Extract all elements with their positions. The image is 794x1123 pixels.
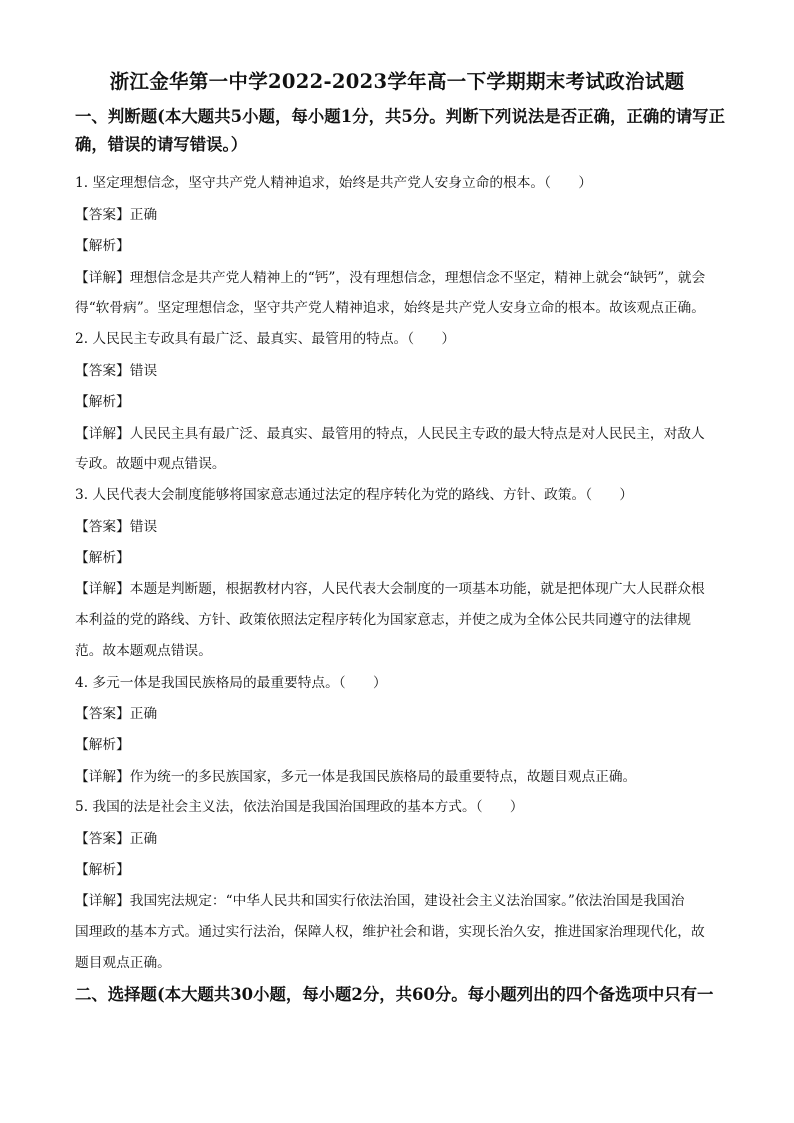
question-1-detail-line-1 xyxy=(75,266,705,286)
answer-value: 错误 xyxy=(129,519,158,535)
detail-label: 【详解】 xyxy=(75,270,130,286)
answer-value: 正确 xyxy=(129,706,158,722)
question-5-stem: 5. 我国的法是社会主义法，依法治国是我国治国理政的基本方式。（ ） xyxy=(75,799,524,815)
detail-text: 本题是判断题，根据教材内容，人民代表大会制度的一项基本功能，就是把体现广大人民群众根 xyxy=(129,581,705,597)
question-2-stem: 2. 人民民主专政具有最广泛、最真实、最管用的特点。（ ） xyxy=(75,331,456,347)
question-1-analysis-label: 【解析】 xyxy=(75,238,130,254)
question-4-stem: 4. 多元一体是我国民族格局的最重要特点。（ ） xyxy=(75,675,387,691)
answer-label: 【答案】 xyxy=(75,363,130,379)
question-5-answer xyxy=(75,827,157,847)
question-5-detail-line-1 xyxy=(75,889,684,909)
detail-label: 【详解】 xyxy=(75,581,130,597)
question-1-answer xyxy=(75,203,157,223)
question-1-stem: 1. 坚定理想信念，坚守共产党人精神追求，始终是共产党人安身立命的根本。（ ） xyxy=(75,175,593,191)
question-5-detail-line-2: 国理政的基本方式。通过实行法治，保障人权，维护社会和谐，实现长治久安，推进国家治理现代化，故 xyxy=(75,924,705,940)
question-4-answer xyxy=(75,702,157,722)
detail-text: 我国宪法规定：“中华人民共和国实行依法治国，建设社会主义法治国家。”依法治国是我国治 xyxy=(129,893,685,909)
question-3-detail-line-2: 本利益的党的路线、方针、政策依照法定程序转化为国家意志，并使之成为全体公民共同遵守的法律规 xyxy=(75,612,691,628)
question-2-detail-line-1 xyxy=(75,422,705,442)
answer-label: 【答案】 xyxy=(75,519,130,535)
detail-label: 【详解】 xyxy=(75,769,130,785)
detail-text: 理想信念是共产党人精神上的“钙”，没有理想信念，理想信念不坚定，精神上就会“缺钙”，就会 xyxy=(129,270,706,286)
section-2-heading: 二、选择题(本大题共30小题，每小题2分，共60分。每小题列出的四个备选项中只有一 xyxy=(75,985,714,1004)
answer-value: 正确 xyxy=(129,831,158,847)
answer-value: 正确 xyxy=(129,207,158,223)
question-3-answer xyxy=(75,515,157,535)
question-2-analysis-label: 【解析】 xyxy=(75,394,130,410)
question-5-detail-line-3: 题目观点正确。 xyxy=(75,955,171,971)
question-3-detail-line-1 xyxy=(75,577,705,597)
answer-label: 【答案】 xyxy=(75,831,130,847)
detail-text: 作为统一的多民族国家，多元一体是我国民族格局的最重要特点，故题目观点正确。 xyxy=(129,769,637,785)
question-5-analysis-label: 【解析】 xyxy=(75,862,130,878)
detail-label: 【详解】 xyxy=(75,426,130,442)
question-1-detail-line-2: 得“软骨病”。坚定理想信念，坚守共产党人精神追求，始终是共产党人安身立命的根本。故该观点正确。 xyxy=(75,300,705,316)
question-3-analysis-label: 【解析】 xyxy=(75,550,130,566)
question-2-detail-line-2: 专政。故题中观点错误。 xyxy=(75,456,226,472)
detail-text: 人民民主具有最广泛、最真实、最管用的特点，人民民主专政的最大特点是对人民民主，对敌人 xyxy=(129,426,705,442)
section-1-heading: 一、判断题(本大题共5小题，每小题1分，共5分。判断下列说法是否正确，正确的请写正确，错误的请写错误。） xyxy=(75,107,725,154)
document-title: 浙江金华第一中学2022-2023学年高一下学期期末考试政治试题 xyxy=(109,70,685,93)
question-4-analysis-label: 【解析】 xyxy=(75,737,130,753)
answer-label: 【答案】 xyxy=(75,207,130,223)
question-3-detail-line-3: 范。故本题观点错误。 xyxy=(75,643,212,659)
answer-value: 错误 xyxy=(129,363,158,379)
question-3-stem: 3. 人民代表大会制度能够将国家意志通过法定的程序转化为党的路线、方针、政策。（ ） xyxy=(75,487,634,503)
question-4-detail-line-1 xyxy=(75,765,636,785)
detail-label: 【详解】 xyxy=(75,893,130,909)
answer-label: 【答案】 xyxy=(75,706,130,722)
question-2-answer xyxy=(75,359,157,379)
